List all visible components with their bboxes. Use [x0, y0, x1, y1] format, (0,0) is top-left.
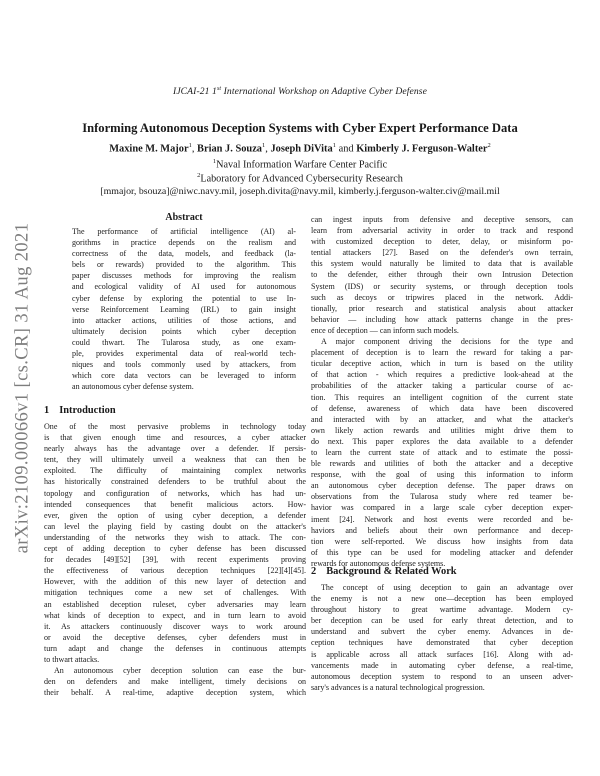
- text-line: to the defender, either through their own Intrusion Detection: [311, 270, 573, 280]
- text-line: tion. This requires an intelligent cognition of the current state: [311, 392, 573, 402]
- text-line: and interacted with by an attacker, and what the attacker's: [311, 414, 573, 424]
- text-line: placement of deception is to learn the reward for taking a par-: [311, 348, 573, 358]
- section-heading: 1 Introduction: [44, 405, 116, 416]
- text-line: ber deception can be used for early threat detection, and to: [311, 616, 573, 626]
- text-line: observations from the Tularosa study where red teamer be-: [311, 492, 573, 502]
- text-line: can level the playing field by casting doubt on the attacker's: [44, 521, 306, 531]
- text-line: it. As attackers continuously discover ways to work around: [44, 621, 306, 631]
- section-body: [44, 421, 306, 698]
- text-line: or avoid the deceptive defenses, cyber defenders must in: [44, 632, 306, 642]
- text-line: havior was compared in a large scale cyber deception exper-: [311, 503, 573, 513]
- text-line: ple, provides experimental data of real-world tech-: [72, 349, 296, 359]
- text-line: their behalf. A real-time, adaptive deception system, which: [44, 688, 306, 698]
- text-line: autonomous deception system to respond to an unseen adver-: [311, 671, 573, 681]
- affiliation: $^1$Naval Information Warfare Center Pacific: [212, 158, 388, 171]
- text-line: and ecological validity of AI used for autonomous: [72, 282, 296, 292]
- text-line: vancements made in automating cyber defense, a real-time,: [311, 660, 573, 670]
- text-line: with customized deception to deter, delay, or misinform po-: [311, 237, 573, 247]
- text-line: sary's advances is a natural technological progression.: [311, 682, 485, 692]
- text-line: haviors and beliefs about their own performance and decep-: [311, 525, 573, 535]
- text-line: into attacker actions, utilities of those actions, and: [72, 315, 296, 325]
- text-line: could thwart. The Tularosa study, as one exam-: [72, 337, 296, 347]
- abstract-body: [72, 226, 296, 392]
- text-line: response, with the goal of using this information to inform: [311, 470, 573, 480]
- text-line: understanding of the networks they wish to attack. The con-: [44, 532, 306, 542]
- text-line: learn from adversarial activity in order to track and respond: [311, 226, 573, 236]
- text-line: rewards for autonomous defense systems.: [311, 558, 446, 568]
- text-line: of that action - which requires a predictive look-ahead at the: [311, 370, 573, 380]
- text-line: den on defenders and make intelligent, timely decisions on: [44, 677, 306, 687]
- text-line: tionally, prior research and statistical analysis about attacker: [311, 303, 573, 313]
- text-line: verse Reinforcement Learning (IRL) to gain insight: [72, 304, 296, 314]
- text-line: ble rewards and utilities of both the attacker and a deceptive: [311, 459, 573, 469]
- author-emails: [mmajor, bsouza]@niwc.navy.mil, joseph.divita@navy.mil, kimberly.j.ferguson-walter.civ@mail.mil: [100, 186, 500, 197]
- text-line: tential attackers [27]. Based on the defender's own terrain,: [311, 248, 573, 258]
- text-line: ever, given the option of using cyber deception, a defender: [44, 510, 306, 520]
- text-line: what kinds of deception to expect, and in turn learn to avoid: [44, 610, 306, 620]
- text-line: correctness of the data, models, and feedback (la-: [72, 249, 296, 259]
- text-line: probabilities of the attacker taking a particular course of ac-: [311, 381, 573, 391]
- text-line: do next. This paper explores the data available to a defender: [311, 436, 573, 446]
- text-line: of defense, awareness of which data have been discovered: [311, 403, 573, 413]
- text-line: cept of adding deception to cyber defense has been discussed: [44, 544, 306, 554]
- text-line: an autonomous cyber deception defense. The paper draws on: [311, 481, 573, 491]
- section-body: [311, 582, 573, 693]
- text-line: paper discusses methods for improving the realism: [72, 271, 296, 281]
- text-line: is that given enough time and resources, a cyber attacker: [44, 433, 306, 443]
- text-line: tion were self-reported. We discuss how insights from data: [311, 536, 573, 546]
- text-line: understand and subvert the cyber enemy. Advances in de-: [311, 627, 573, 637]
- text-line: tent, they will ultimately unveil a weakness that can then be: [44, 455, 306, 465]
- text-line: One of the most pervasive problems in technology today: [44, 422, 306, 431]
- text-line: to learn the current state of attack and to estimate the possi-: [311, 447, 573, 457]
- text-line: turn adapt and change the defenses in continuous attempts: [44, 643, 306, 653]
- text-line: A major component driving the decisions for the type and: [321, 337, 573, 347]
- text-line: ticular deceptive action, which in turn is based on the utility: [311, 359, 573, 369]
- affiliation: $^2$Laboratory for Advanced Cybersecurity Research: [197, 172, 403, 185]
- author-name: Maxine M. Major: [109, 143, 189, 155]
- workshop-header: IJCAI-21 1st International Workshop on Adaptive Cyber Defense: [173, 86, 427, 98]
- text-line: behavior — including how attack patterns change in the pres-: [311, 314, 573, 324]
- text-line: An autonomous cyber deception solution can ease the bur-: [54, 666, 306, 676]
- text-line: has historically constrained defenders to be truthful about the: [44, 477, 306, 487]
- text-line: nearly always has the advantage over a defender. If persis-: [44, 444, 306, 454]
- text-line: the effectiveness of various deception techniques [22][4][45].: [44, 566, 306, 576]
- text-line: niques and tools commonly used by attackers, from: [72, 360, 296, 370]
- text-line: to thwart attacks.: [44, 654, 100, 664]
- text-line: However, with the addition of this new layer of detection and: [44, 577, 306, 587]
- abstract-heading: Abstract: [165, 212, 203, 223]
- text-line: throughout history to great wartime advantage. Modern cy-: [311, 605, 573, 615]
- author-name: Joseph DiVita: [270, 143, 333, 155]
- text-line: iment [24]. Network and host events were recorded and be-: [311, 514, 573, 524]
- text-line: which core data vectors can be leveraged to inform: [72, 371, 296, 381]
- text-line: ence of deception — can inform such models.: [311, 325, 459, 335]
- text-line: an autonomous cyber defense system.: [72, 382, 194, 392]
- paper-title: Informing Autonomous Deception Systems with Cyber Expert Performance Data: [82, 121, 518, 135]
- text-line: System (IDS) or security systems, or through deception tools: [311, 281, 573, 291]
- text-line: ultimately decision points which cyber deception: [72, 326, 296, 336]
- right-column-body: [311, 214, 573, 569]
- text-line: such as decoys or tripwires placed in the network. Addi-: [311, 292, 573, 302]
- text-line: the enemy is not a new one—deception has been employed: [311, 594, 573, 604]
- text-line: The concept of using deception to gain an advantage over: [321, 583, 573, 592]
- text-line: this system would naturally be limited to data that is available: [311, 259, 573, 269]
- text-line: bels or rewards) provided to the algorithm. This: [72, 260, 296, 270]
- author-list: Maxine M. Major$^1$, Brian J. Souza$^1$, Joseph DiVita$^1$ and Kimberly J. Ferguson-Walter$^2$: [109, 142, 491, 155]
- text-line: own likely action rewards and utilities might drive them to: [311, 425, 573, 435]
- arxiv-stamp: arXiv:2109.00066v1 [cs.CR] 31 Aug 2021: [12, 222, 33, 554]
- text-line: cyber defense by exploring the potential to use In-: [72, 293, 296, 303]
- author-name: Kimberly J. Ferguson-Walter: [356, 143, 488, 155]
- text-line: exploited. The difficulty of maintaining complex networks: [44, 466, 306, 476]
- text-line: intended consequences that benefit malicious actors. How-: [44, 499, 306, 509]
- text-line: The performance of artificial intelligence (AI) al-: [72, 227, 296, 236]
- text-line: for decades [49][52] [39], with recent experiments proving: [44, 555, 306, 565]
- text-line: ception techniques have demonstrated that cyber deception: [311, 638, 573, 648]
- text-line: can ingest inputs from defensive and deceptive sensors, can: [311, 215, 573, 224]
- section-heading: 2 Background & Related Work: [311, 566, 457, 577]
- text-line: an established deception ruleset, cyber adversaries may learn: [44, 599, 306, 609]
- text-line: of this type can be used for modeling attacker and defender: [311, 547, 573, 557]
- text-line: gorithms in practice depends on the realism and: [72, 238, 296, 248]
- author-name: Brian J. Souza: [197, 143, 262, 155]
- text-line: mitigation techniques come a new set of challenges. With: [44, 588, 306, 598]
- text-line: is applicable across all attack surfaces [16]. Along with ad-: [311, 649, 573, 659]
- text-line: topology and configuration of networks, which has had un-: [44, 488, 306, 498]
